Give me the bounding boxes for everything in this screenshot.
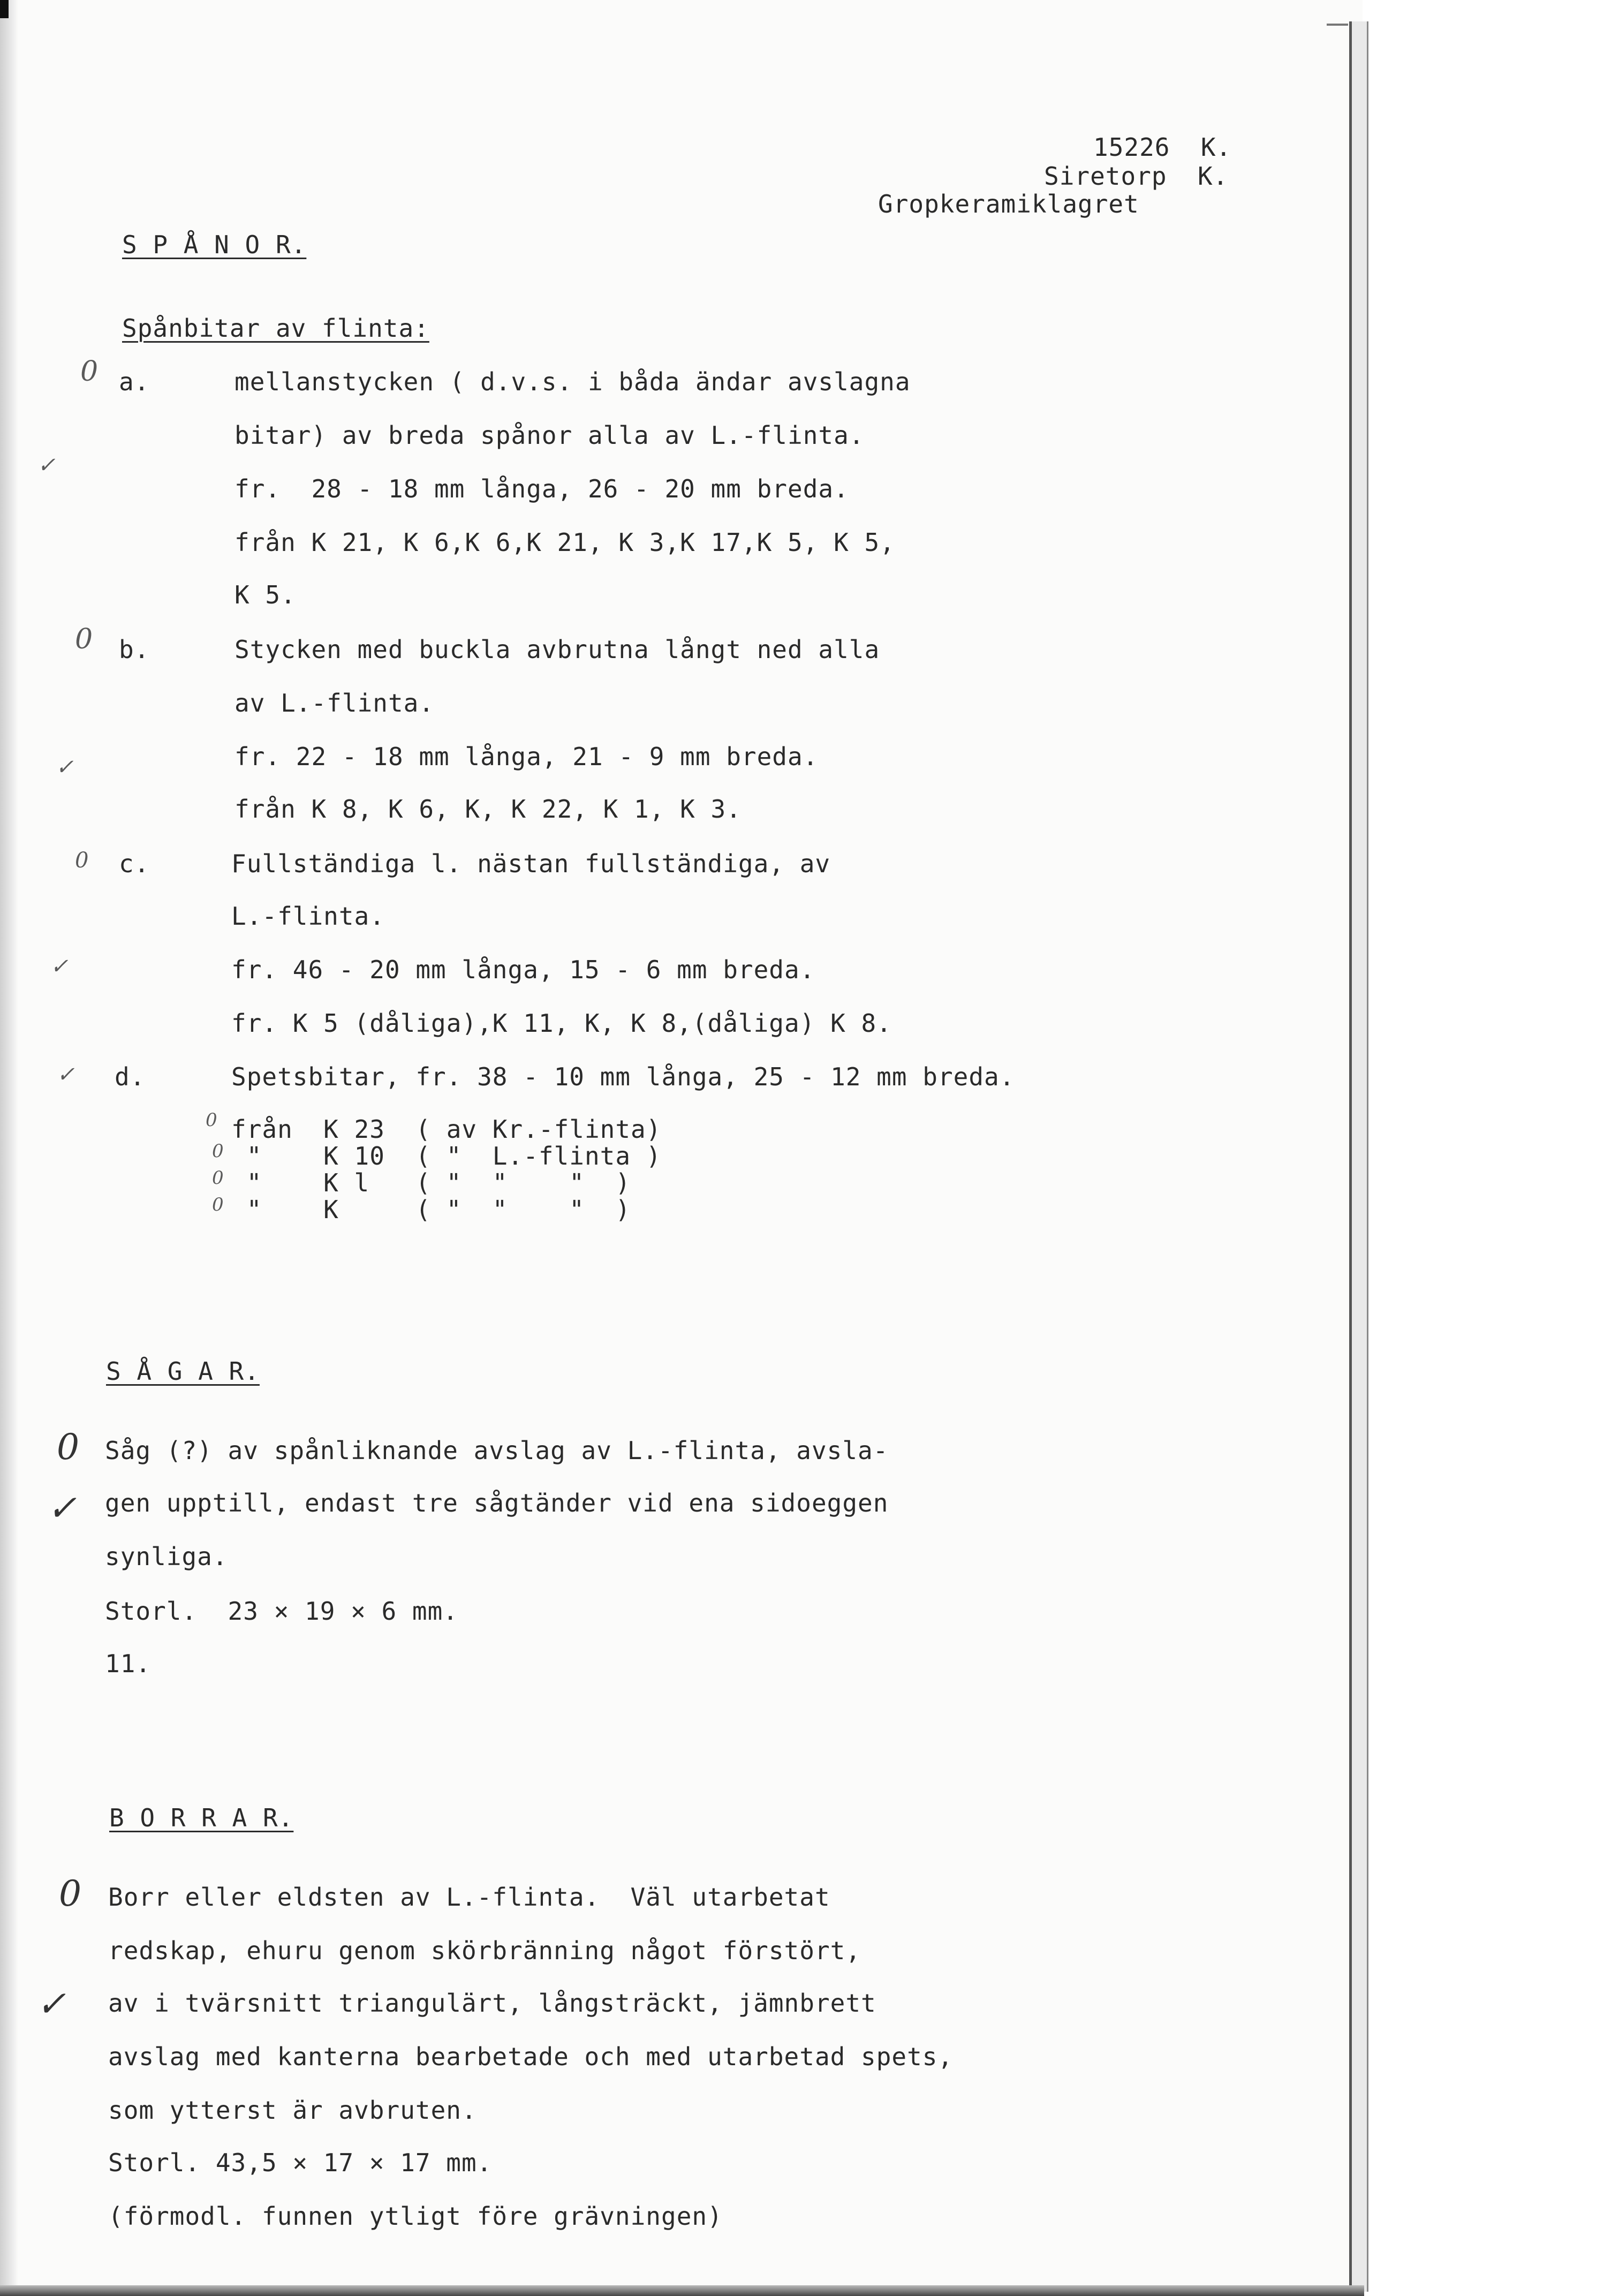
origin-table-row-1: från K 23 ( av Kr.-flinta) — [231, 1115, 662, 1144]
handwritten-zero-mark: 0 — [75, 623, 93, 655]
handwritten-check-mark: ✓ — [36, 1983, 66, 2025]
handwritten-check-mark: ✓ — [57, 1062, 75, 1087]
drill-line-4: avslag med kanterna bearbetade och med utarbetad spets, — [108, 2042, 954, 2071]
handwritten-check-mark: ✓ — [50, 954, 69, 979]
section-heading-borrar: B O R R A R. — [109, 1803, 294, 1832]
item-a-line-2: bitar) av breda spånor alla av L.-flinta. — [234, 421, 865, 450]
section-heading-sagar: S Å G A R. — [106, 1357, 260, 1386]
item-label-b: b. — [119, 635, 150, 664]
corner-mark — [0, 0, 9, 18]
binder-edge — [0, 0, 18, 2296]
item-label-c: c. — [119, 849, 150, 878]
item-c-line-3: fr. 46 - 20 mm långa, 15 - 6 mm breda. — [231, 955, 815, 984]
item-b-line-4: från K 8, K 6, K, K 22, K 1, K 3. — [234, 795, 742, 824]
item-d-line-1: Spetsbitar, fr. 38 - 10 mm långa, 25 - 12 mm breda. — [231, 1062, 1015, 1091]
drill-line-3: av i tvärsnitt triangulärt, långsträckt, jämnbrett — [108, 1989, 876, 2018]
saw-find-number: 11. — [105, 1649, 152, 1678]
header-site-name: Siretorp K. — [1044, 162, 1229, 191]
drill-line-5: som ytterst är avbruten. — [108, 2096, 477, 2125]
header-catalog-number: 15226 K. — [1093, 133, 1232, 162]
item-c-line-4: fr. K 5 (dåliga),K 11, K, K 8,(dåliga) K 8. — [231, 1009, 892, 1038]
section-heading-spanor: S P Å N O R. — [122, 230, 307, 259]
drill-note: (förmodl. funnen ytligt före grävningen) — [108, 2202, 723, 2231]
item-a-line-5: K 5. — [234, 580, 296, 609]
saw-line-3: synliga. — [105, 1542, 228, 1571]
handwritten-zero-mark: 0 — [212, 1141, 224, 1162]
handwritten-zero-mark: 0 — [57, 1426, 79, 1468]
item-label-d: d. — [115, 1062, 146, 1091]
item-b-line-2: av L.-flinta. — [234, 689, 435, 718]
saw-size: Storl. 23 × 19 × 6 mm. — [105, 1597, 458, 1626]
origin-table-row-4: " K ( " " " ) — [231, 1195, 631, 1224]
handwritten-zero-mark: 0 — [59, 1873, 81, 1914]
handwritten-check-mark: ✓ — [47, 1487, 77, 1529]
item-a-line-1: mellanstycken ( d.v.s. i båda ändar avslagna — [234, 367, 911, 396]
item-c-line-2: L.-flinta. — [231, 902, 385, 931]
header-layer-name: Gropkeramiklagret — [878, 190, 1139, 218]
handwritten-zero-mark: 0 — [212, 1167, 224, 1189]
handwritten-zero-mark: 0 — [75, 848, 89, 873]
subheading-spanbitar: Spånbitar av flinta: — [122, 314, 429, 343]
handwritten-check-mark: ✓ — [37, 453, 56, 478]
origin-table-row-2: " K 10 ( " L.-flinta ) — [231, 1142, 662, 1170]
saw-line-2: gen upptill, endast tre sågtänder vid ena sidoeggen — [105, 1489, 889, 1517]
item-label-a: a. — [119, 367, 150, 396]
item-a-line-4: från K 21, K 6,K 6,K 21, K 3,K 17,K 5, K 5, — [234, 528, 895, 557]
page-bottom-edge — [0, 2285, 1364, 2296]
drill-size: Storl. 43,5 × 17 × 17 mm. — [108, 2148, 493, 2177]
item-a-line-3: fr. 28 - 18 mm långa, 26 - 20 mm breda. — [234, 474, 849, 503]
drill-line-2: redskap, ehuru genom skörbränning något förstört, — [108, 1936, 861, 1965]
saw-line-1: Såg (?) av spånliknande avslag av L.-flinta, avsla- — [105, 1436, 889, 1465]
handwritten-zero-mark: 0 — [80, 356, 99, 388]
page-edge-mark — [1327, 24, 1348, 30]
item-b-line-1: Stycken med buckla avbrutna långt ned alla — [234, 635, 880, 664]
item-b-line-3: fr. 22 - 18 mm långa, 21 - 9 mm breda. — [234, 742, 819, 771]
drill-line-1: Borr eller eldsten av L.-flinta. Väl utarbetat — [108, 1883, 830, 1912]
origin-table-row-3: " K l ( " " " ) — [231, 1168, 631, 1197]
handwritten-zero-mark: 0 — [212, 1194, 224, 1215]
handwritten-zero-mark: 0 — [206, 1109, 217, 1131]
item-c-line-1: Fullständiga l. nästan fullständiga, av — [231, 849, 831, 878]
handwritten-check-mark: ✓ — [56, 755, 74, 780]
page-right-edge — [1349, 21, 1368, 2292]
